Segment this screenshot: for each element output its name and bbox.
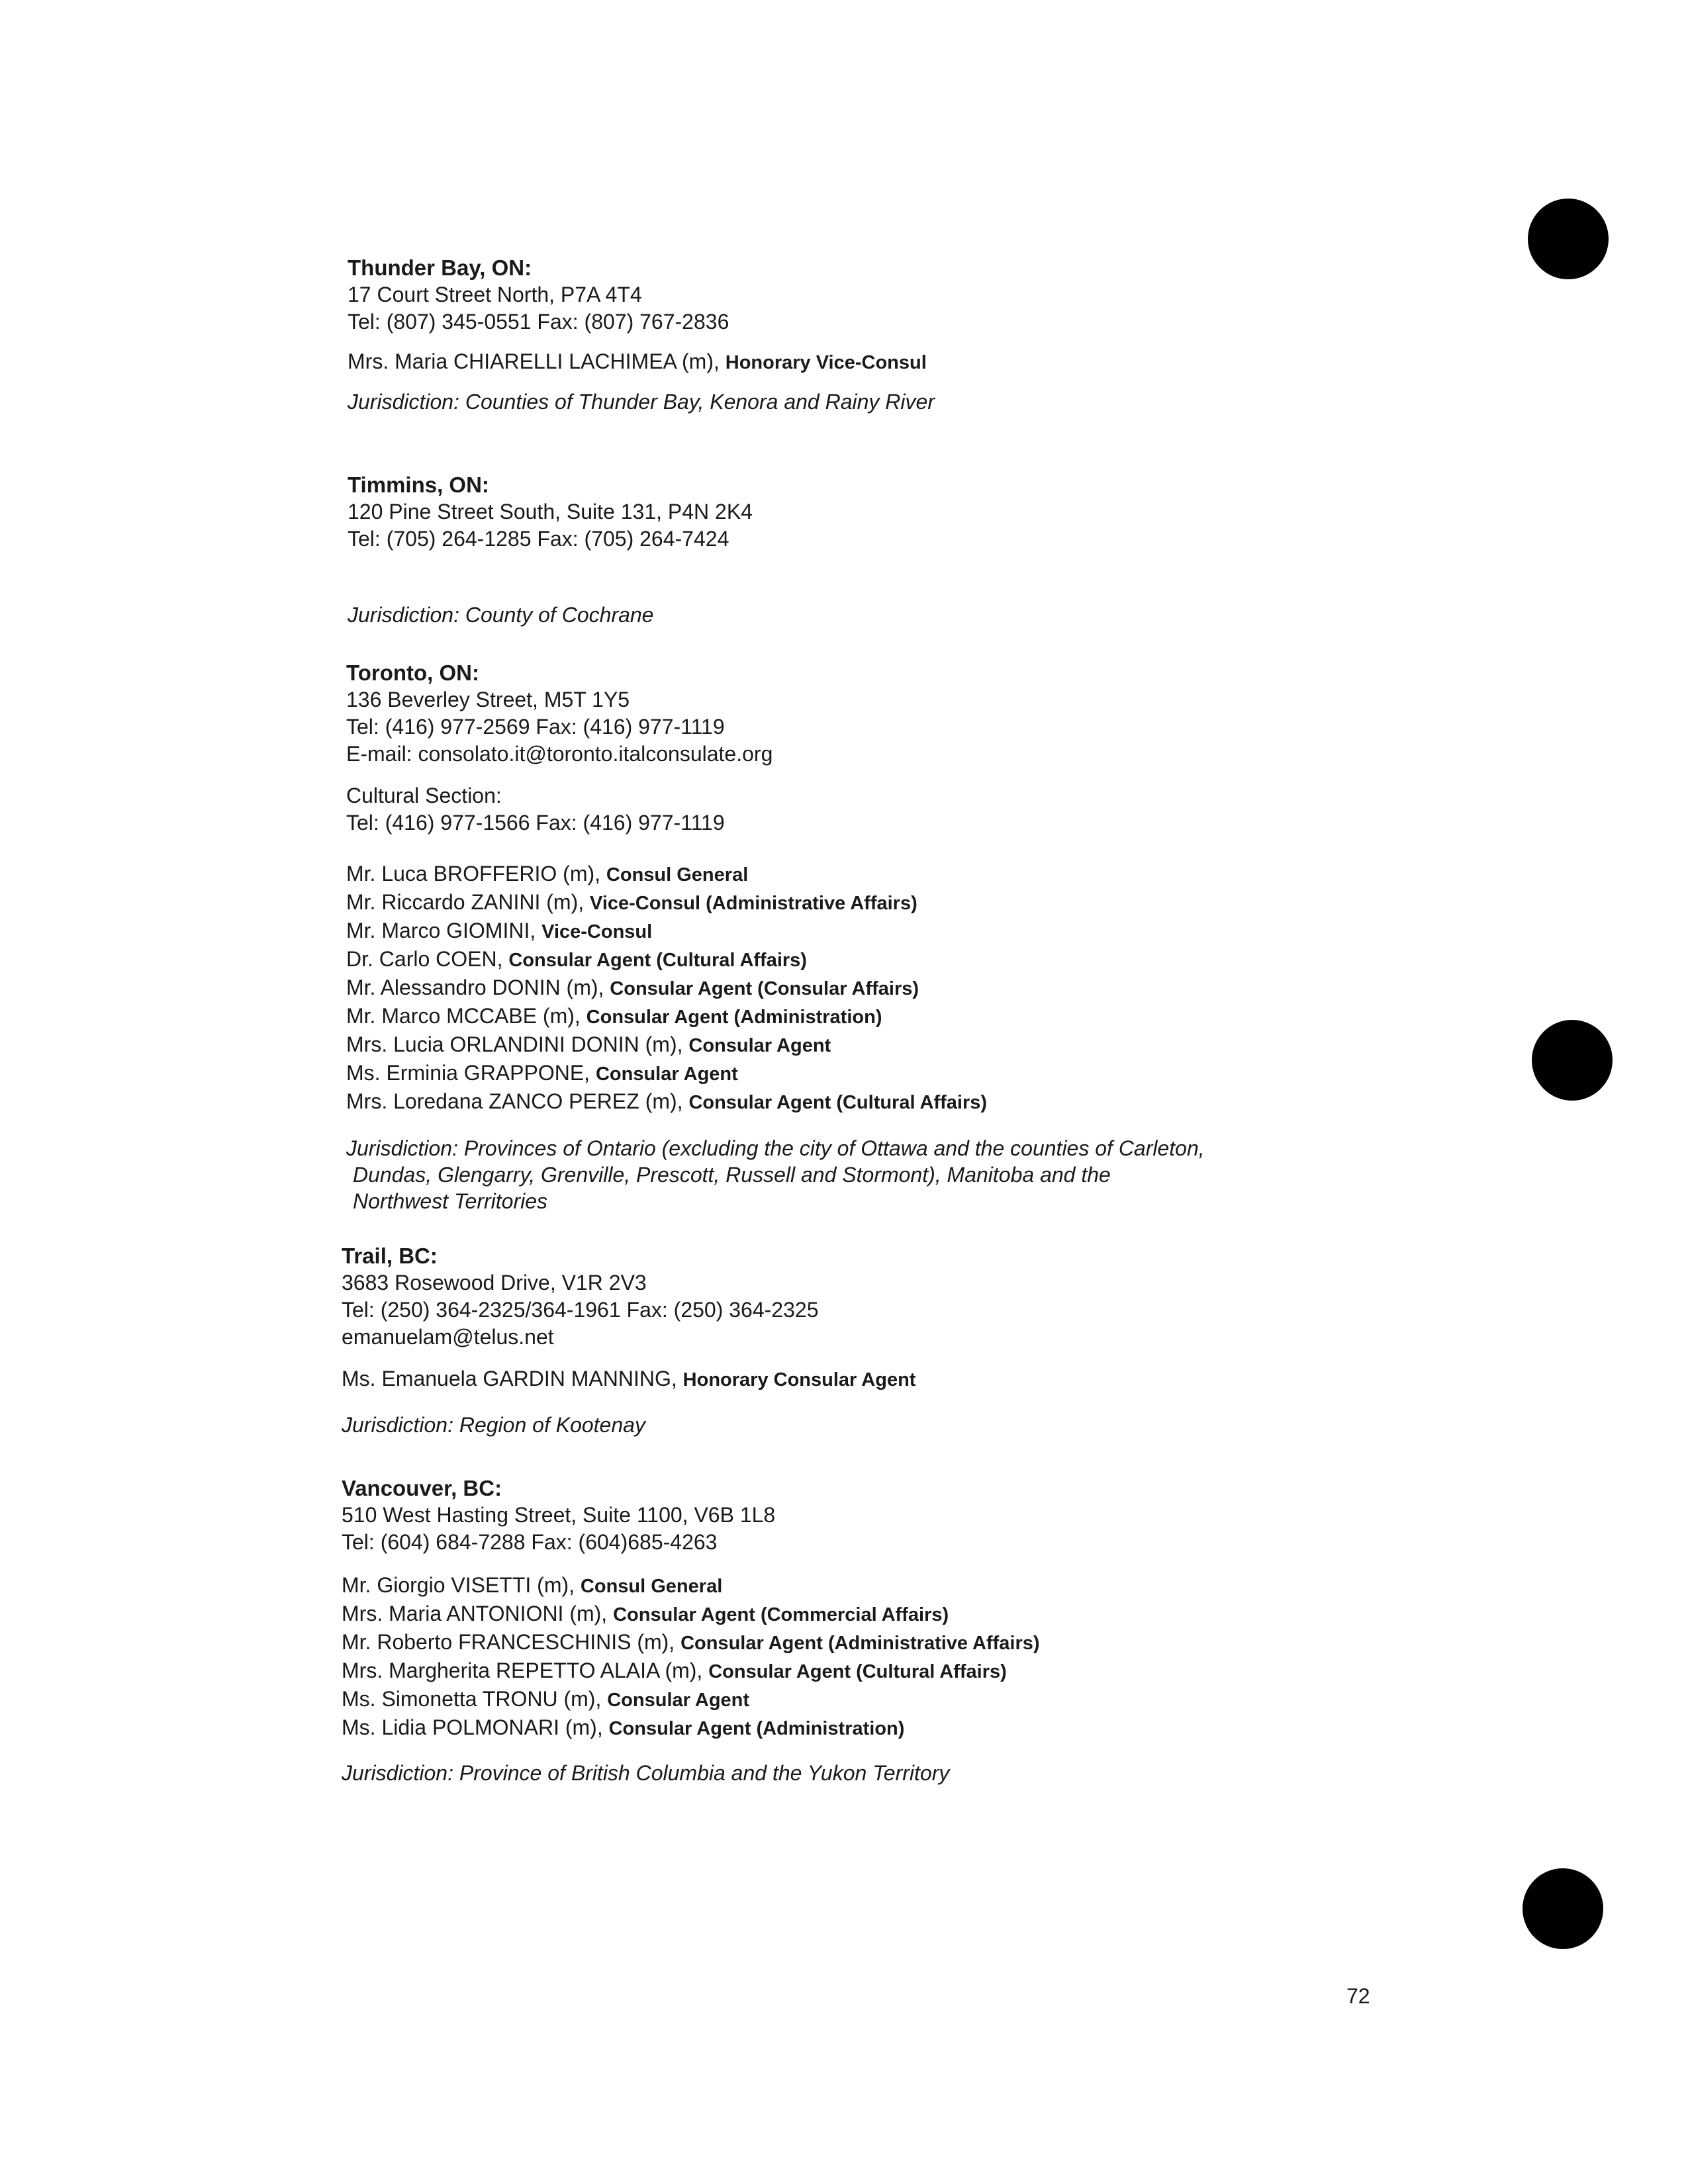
official-title: Consul General [606,864,749,886]
official-title: Consular Agent (Consular Affairs) [610,978,919,999]
official-name: Mr. Roberto FRANCESCHINIS (m), [342,1630,675,1654]
officials-list [342,1572,1467,1743]
entry-vancouver [342,1475,1467,1786]
city-heading: Trail, BC: [342,1244,438,1268]
official [346,1031,1472,1060]
official-name: Mr. Riccardo ZANINI (m), [346,890,585,914]
official-title: Consular Agent [607,1690,750,1711]
page-number: 72 [1346,1984,1370,2008]
official-name: Ms. Emanuela GARDIN MANNING, [342,1367,677,1390]
official-name: Mr. Marco MCCABE (m), [346,1004,581,1028]
jurisdiction-line-3: Northwest Territories [353,1189,548,1213]
city-heading: Toronto, ON: [346,660,479,685]
official-name: Ms. Simonetta TRONU (m), [342,1687,602,1711]
official-title: Consular Agent (Cultural Affairs) [508,950,807,971]
city-heading: Thunder Bay, ON: [348,255,532,280]
cultural-section-label: Cultural Section: [346,784,502,807]
jurisdiction: Jurisdiction: County of Cochrane [348,603,654,627]
email: emanuelam@telus.net [342,1325,554,1349]
entry-toronto [346,659,1472,1214]
official [346,917,1472,946]
official-title: Honorary Vice-Consul [725,352,927,373]
official [346,860,1472,889]
official [342,1365,1467,1394]
official-title: Consular Agent (Administration) [608,1718,905,1739]
jurisdiction: Jurisdiction: Counties of Thunder Bay, Kenora and Rainy River [348,390,935,414]
official-title: Vice-Consul [541,921,653,942]
city-heading: Timmins, ON: [348,473,489,497]
official-title: Consular Agent (Cultural Affairs) [688,1092,988,1113]
official-title: Vice-Consul (Administrative Affairs) [590,893,917,914]
official [346,1003,1472,1031]
cultural-section-phone: Tel: (416) 977-1566 Fax: (416) 977-1119 [346,811,725,835]
address: 136 Beverley Street, M5T 1Y5 [346,688,630,711]
official-name: Mr. Marco GIOMINI, [346,919,536,942]
official-name: Dr. Carlo COEN, [346,947,503,971]
address: 3683 Rosewood Drive, V1R 2V3 [342,1271,647,1295]
address: 17 Court Street North, P7A 4T4 [348,283,642,306]
email: E-mail: consolato.it@toronto.italconsulate.org [346,742,773,766]
official-name: Ms. Lidia POLMONARI (m), [342,1715,603,1739]
official [342,1657,1467,1686]
phone-fax: Tel: (416) 977-2569 Fax: (416) 977-1119 [346,715,725,739]
official [342,1600,1467,1629]
official [346,1060,1472,1088]
official [342,1686,1467,1714]
city-heading: Vancouver, BC: [342,1476,502,1500]
official-title: Consular Agent [688,1035,831,1056]
official-title: Consul General [580,1576,723,1597]
entry-thunder-bay [348,254,1473,415]
official-title: Honorary Consular Agent [682,1369,916,1390]
official [346,1088,1472,1116]
entry-trail [342,1242,1467,1438]
official-name: Mr. Alessandro DONIN (m), [346,976,604,999]
official [346,974,1472,1003]
official-title: Consular Agent [595,1064,738,1085]
official-title: Consular Agent (Cultural Affairs) [708,1661,1007,1682]
binder-hole-top [1528,199,1609,279]
official-name: Mr. Luca BROFFERIO (m), [346,862,601,886]
jurisdiction-line-2: Dundas, Glengarry, Grenville, Prescott, Russell and Stormont), Manitoba and the [353,1163,1111,1187]
official-name: Mrs. Lucia ORLANDINI DONIN (m), [346,1032,683,1056]
official-name: Mrs. Loredana ZANCO PEREZ (m), [346,1089,683,1113]
official-name: Ms. Erminia GRAPPONE, [346,1061,590,1085]
entry-timmins [348,471,1473,628]
jurisdiction [346,1135,1472,1214]
binder-hole-bottom [1523,1868,1603,1949]
official [342,1714,1467,1743]
official [348,348,1473,377]
phone-fax: Tel: (807) 345-0551 Fax: (807) 767-2836 [348,310,729,334]
official-name: Mr. Giorgio VISETTI (m), [342,1573,575,1597]
jurisdiction: Jurisdiction: Province of British Columbia and the Yukon Territory [342,1761,950,1785]
official-title: Consular Agent (Administration) [586,1007,882,1028]
phone-fax: Tel: (250) 364-2325/364-1961 Fax: (250) 364-2325 [342,1298,819,1322]
binder-hole-middle [1532,1020,1613,1101]
official [346,889,1472,917]
jurisdiction: Jurisdiction: Region of Kootenay [342,1413,645,1437]
jurisdiction-line-1: Jurisdiction: Provinces of Ontario (excluding the city of Ottawa and the counties of Carleton, [346,1136,1205,1160]
official-title: Consular Agent (Commercial Affairs) [613,1604,949,1625]
official-name: Mrs. Maria CHIARELLI LACHIMEA (m), [348,349,720,373]
officials-list [346,860,1472,1116]
address: 120 Pine Street South, Suite 131, P4N 2K4 [348,500,753,523]
phone-fax: Tel: (604) 684-7288 Fax: (604)685-4263 [342,1530,718,1554]
phone-fax: Tel: (705) 264-1285 Fax: (705) 264-7424 [348,527,729,551]
official [346,946,1472,974]
official-title: Consular Agent (Administrative Affairs) [680,1633,1040,1654]
official-name: Mrs. Maria ANTONIONI (m), [342,1602,608,1625]
official-name: Mrs. Margherita REPETTO ALAIA (m), [342,1659,703,1682]
official [342,1572,1467,1600]
official [342,1629,1467,1657]
address: 510 West Hasting Street, Suite 1100, V6B 1L8 [342,1503,776,1527]
